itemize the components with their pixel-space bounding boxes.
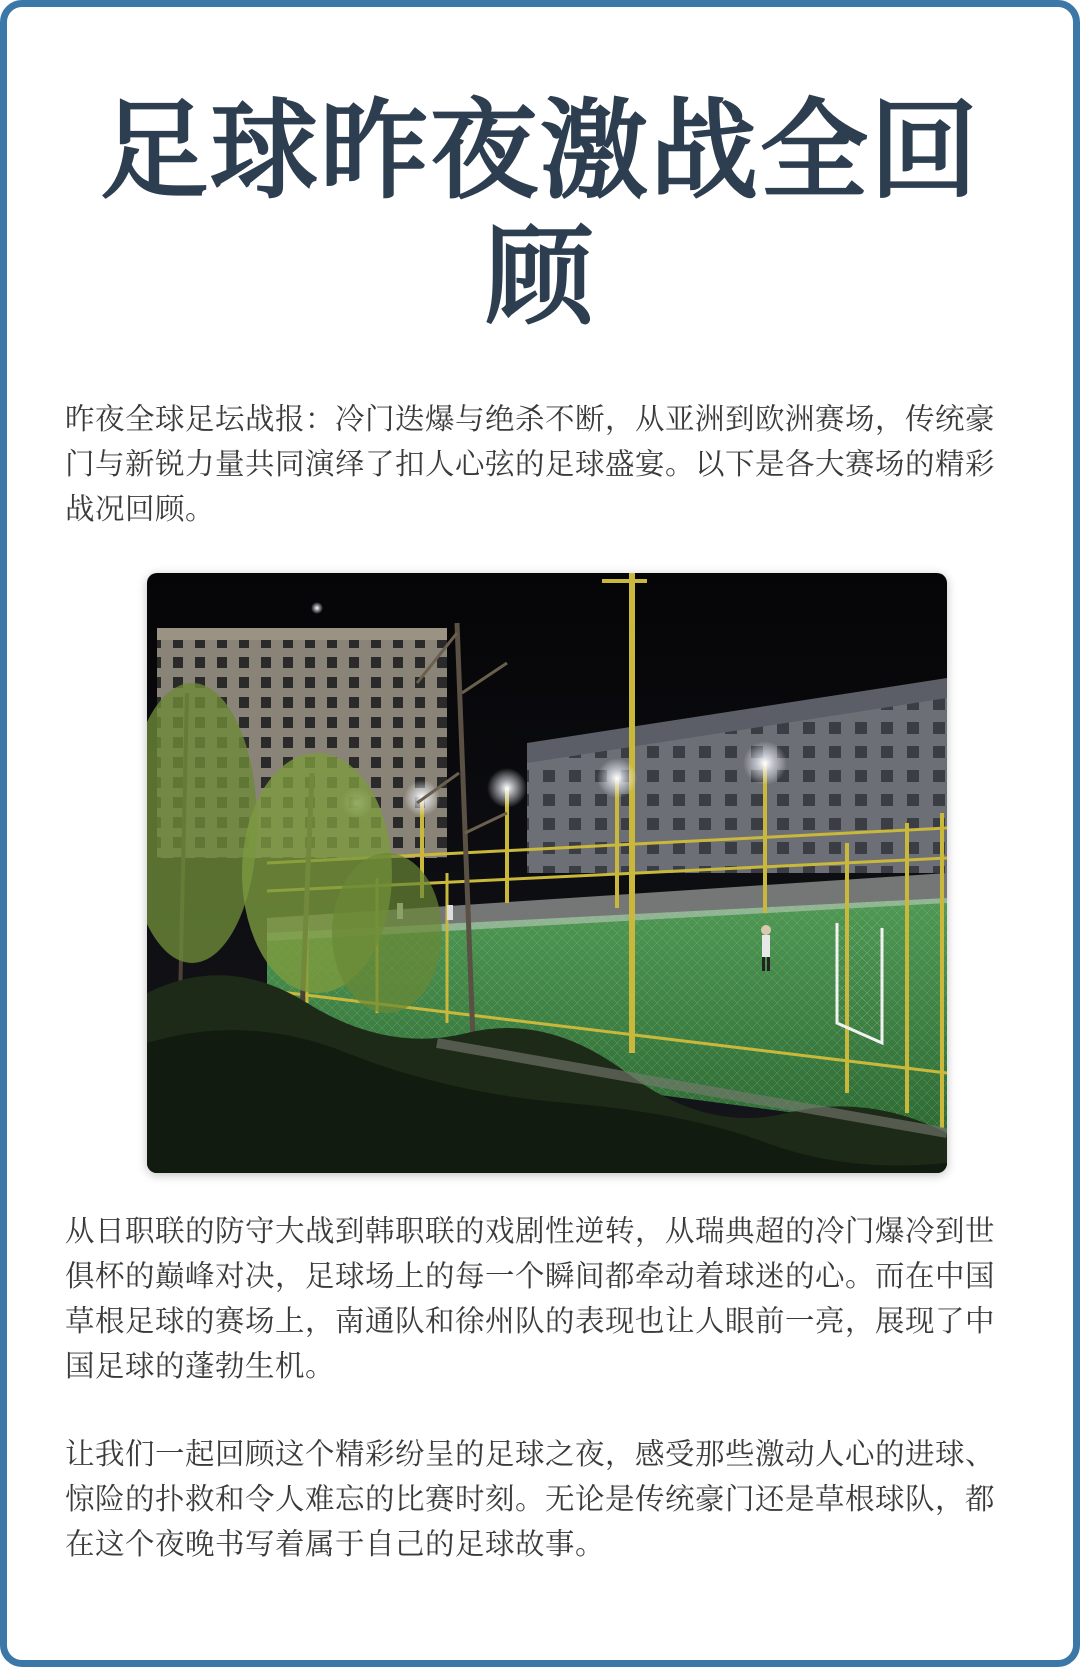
football-pitch-night-photo xyxy=(147,573,947,1173)
body-paragraph-leagues: 从日职联的防守大战到韩职联的戏剧性逆转，从瑞典超的冷门爆冷到世俱杯的巅峰对决，足球场上的每一个瞬间都牵动着球迷的心。而在中国草根足球的赛场上，南通队和徐州队的表现也让人眼前一亮，展现了中国足球的蓬勃生机。 xyxy=(65,1214,996,1383)
body-paragraph-closing: 让我们一起回顾这个精彩纷呈的足球之夜，感受那些激动人心的进球、惊险的扑救和令人难忘的比赛时刻。无论是传统豪门还是草根球队，都在这个夜晚书写着属于自己的足球故事。 xyxy=(65,1437,996,1561)
photo-illustration xyxy=(147,573,947,1173)
article-title: 足球昨夜激战全回顾 xyxy=(99,89,980,340)
intro-paragraph: 昨夜全球足坛战报：冷门迭爆与绝杀不断，从亚洲到欧洲赛场，传统豪门与新锐力量共同演绎了扣人心弦的足球盛宴。以下是各大赛场的精彩战况回顾。 xyxy=(65,402,996,526)
